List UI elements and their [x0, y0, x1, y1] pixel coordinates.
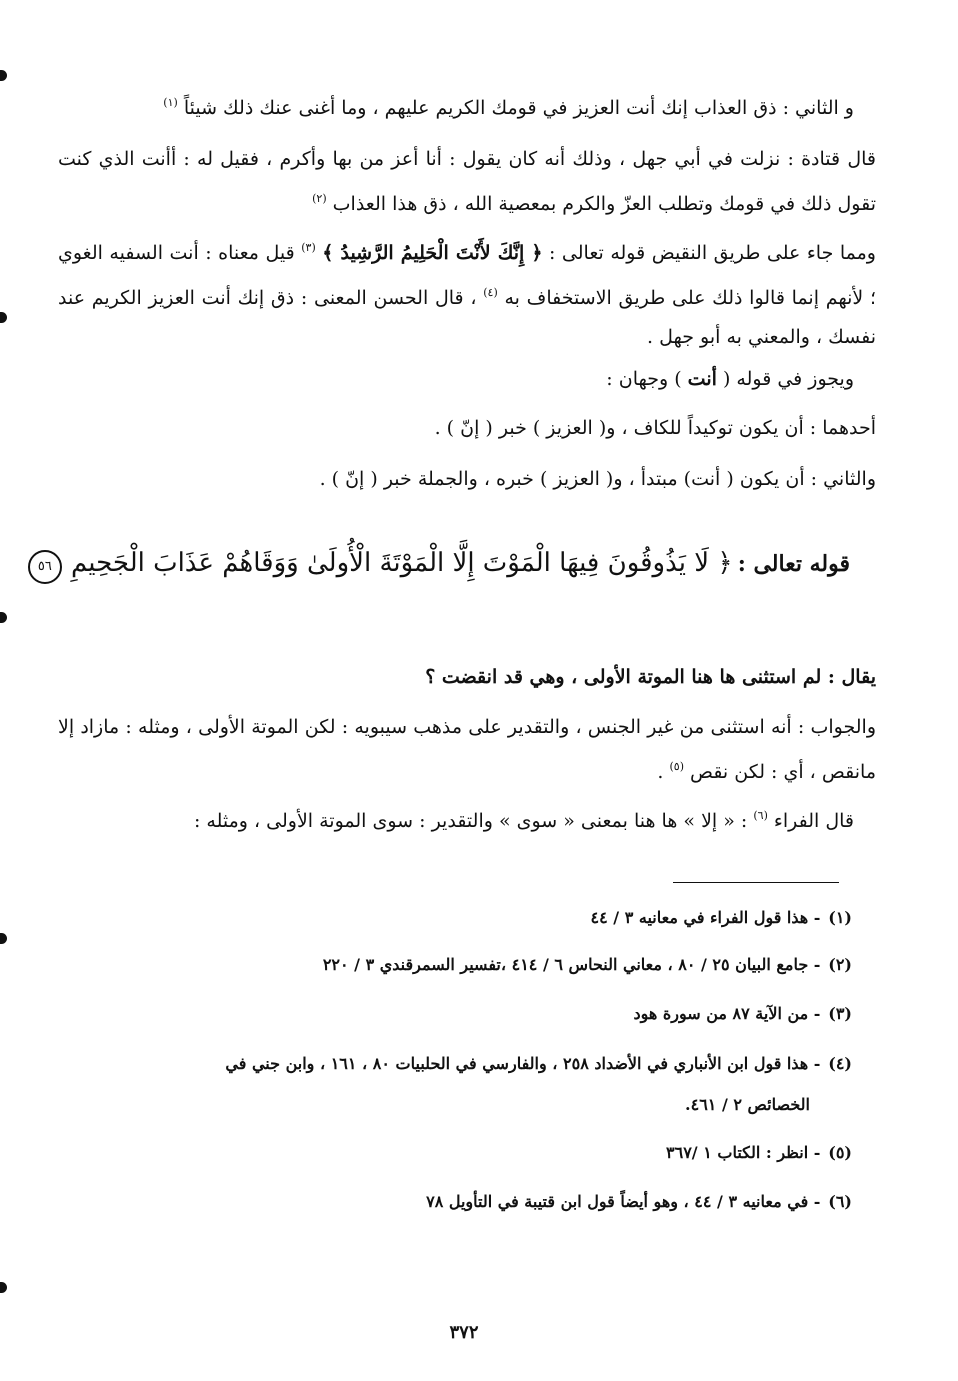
footnote-number: (١) [828, 908, 852, 927]
footnote-number: (٦) [828, 1192, 852, 1211]
paragraph-question [58, 658, 876, 697]
footnote-text: - هذا قول الفراء في معانيه ٣ / ٤٤ [590, 908, 821, 927]
verse-text: ﴿ لَا يَذُوقُونَ فِيهَا الْمَوْتَ إِلَّا الْمَوْتَةَ الْأُولَىٰ وَوَقَاهُمْ عَذَابَ الْجَحِيمِ [70, 548, 733, 578]
footnote-ref: (٢) [312, 192, 327, 205]
footnote-6 [120, 1182, 852, 1222]
paragraph-text: قال قتادة : نزلت في أبي جهل ، وذلك أنه كان يقول : أنا أعز من بها وأكرم ، فقيل له : أأنت الذي كنت تقول ذلك في قومك وتطلب العزّ والكرم بمعصية الله ، ذق هذا العذاب [58, 148, 876, 215]
footnote-number: (٥) [828, 1143, 852, 1162]
footnote-ref: (١) [163, 96, 178, 109]
paragraph-text: : « إلا » ها هنا بمعنى « سوى » والتقدير : سوى الموتة الأولى ، ومثله : [193, 810, 748, 832]
footnote-text: - في معانيه ٣ / ٤٤ ، وهو أيضاً قول ابن قتيبة في التأويل ٧٨ [426, 1192, 821, 1211]
paragraph-text: يقال : لم استثنى ها هنا الموتة الأولى ، وهي قد انقضت ؟ [425, 666, 876, 688]
footnote-separator [673, 882, 839, 883]
paragraph-text: قال الفراء [773, 810, 854, 832]
paragraph-text: ، قال الحسن المعنى : ذق إنك أنت العزيز الكريم عند نفسك ، والمعني به أبو جهل . [58, 287, 876, 348]
paragraph-text: أحدهما : أن يكون توكيداً للكاف ، و( العزيز ) خبر ( إنّ ) . [434, 417, 876, 439]
paragraph-text: . [657, 761, 664, 783]
verse-number-medallion: ٥٦ [28, 550, 62, 584]
footnote-text: - جامع البيان ٢٥ / ٨٠ ، معاني النحاس ٦ / ٤١٤ ،تفسير السمرقندي ٣ / ٢٢٠ [322, 955, 821, 974]
bold-word: أنت [687, 368, 717, 390]
footnote-1 [120, 898, 852, 938]
paragraph-first-aspect [58, 409, 876, 448]
footnote-text: - من الآية ٨٧ من سورة هود [633, 1004, 821, 1023]
paragraph-contradiction [58, 228, 876, 357]
footnote-ref: (٣) [301, 241, 316, 254]
paragraph-text: قيل معناه : أنت السفيه الغوي ؛ لأنهم إنما قالوا ذلك على طريق الاستخفاف به [58, 242, 877, 309]
footnote-5 [120, 1133, 852, 1173]
footnote-ref: (٤) [483, 286, 498, 299]
footnote-text: - انظر : الكتاب ١ /٣٦٧ [666, 1143, 821, 1162]
footnote-3 [120, 994, 852, 1034]
paragraph-second-aspect [58, 460, 876, 499]
paragraph-text: ومما جاء على طريق النقيض قوله تعالى : [549, 242, 876, 264]
binding-hole-mark [0, 70, 7, 81]
footnote-number: (٢) [828, 955, 852, 974]
paragraph-qatada [58, 140, 876, 224]
binding-hole-mark [0, 1282, 7, 1293]
paragraph-answer [58, 708, 876, 792]
paragraph-text: والجواب : أنه استثنى من غير الجنس ، والتقدير على مذهب سيبويه : لكن الموتة الأولى ، ومثله : مازاد إلا مانقص ، أي : لكن نقص [58, 716, 876, 783]
page-number: ٣٧٢ [449, 1322, 479, 1343]
binding-hole-mark [0, 312, 7, 323]
paragraph-text: ) وجهان : [606, 368, 682, 390]
quran-quote: ﴿ إِنَّكَ لأَنْتَ الْحَلِيمُ الرَّشِيدُ ﴾ [322, 242, 543, 264]
footnote-4 [120, 1044, 852, 1084]
footnote-number: (٤) [828, 1054, 852, 1073]
footnote-text: الخصائص ٢ / ٤٦١. [685, 1095, 810, 1114]
paragraph-text: ويجوز في قوله ( [722, 368, 854, 390]
paragraph-text: و الثاني : ذق العذاب إنك أنت العزيز في قومك الكريم عليهم ، وما أغنى عنك ذلك شيئاً [183, 97, 854, 119]
footnote-ref: (٦) [753, 809, 768, 822]
paragraph-farra [58, 796, 876, 841]
footnote-number: (٣) [828, 1004, 852, 1023]
footnote-2 [120, 945, 852, 985]
verse-intro: قوله تعالى : [737, 551, 850, 577]
footnote-4-continuation [120, 1085, 810, 1125]
paragraph-two-aspects [58, 360, 876, 399]
verse-heading [37, 548, 850, 604]
paragraph-text: والثاني : أن يكون ( أنت) مبتدأ ، و( العزيز ) خبره ، والجملة خبر ( إنّ ) . [319, 468, 876, 490]
footnote-ref: (٥) [669, 760, 684, 773]
binding-hole-mark [0, 933, 7, 944]
footnote-text: - هذا قول ابن الأنباري في الأضداد ٢٥٨ ، والفارسي في الحلبيات ٨٠ ، ١٦١ ، وابن جني في [225, 1054, 821, 1073]
binding-hole-mark [0, 612, 7, 623]
paragraph-second-view [58, 83, 876, 128]
